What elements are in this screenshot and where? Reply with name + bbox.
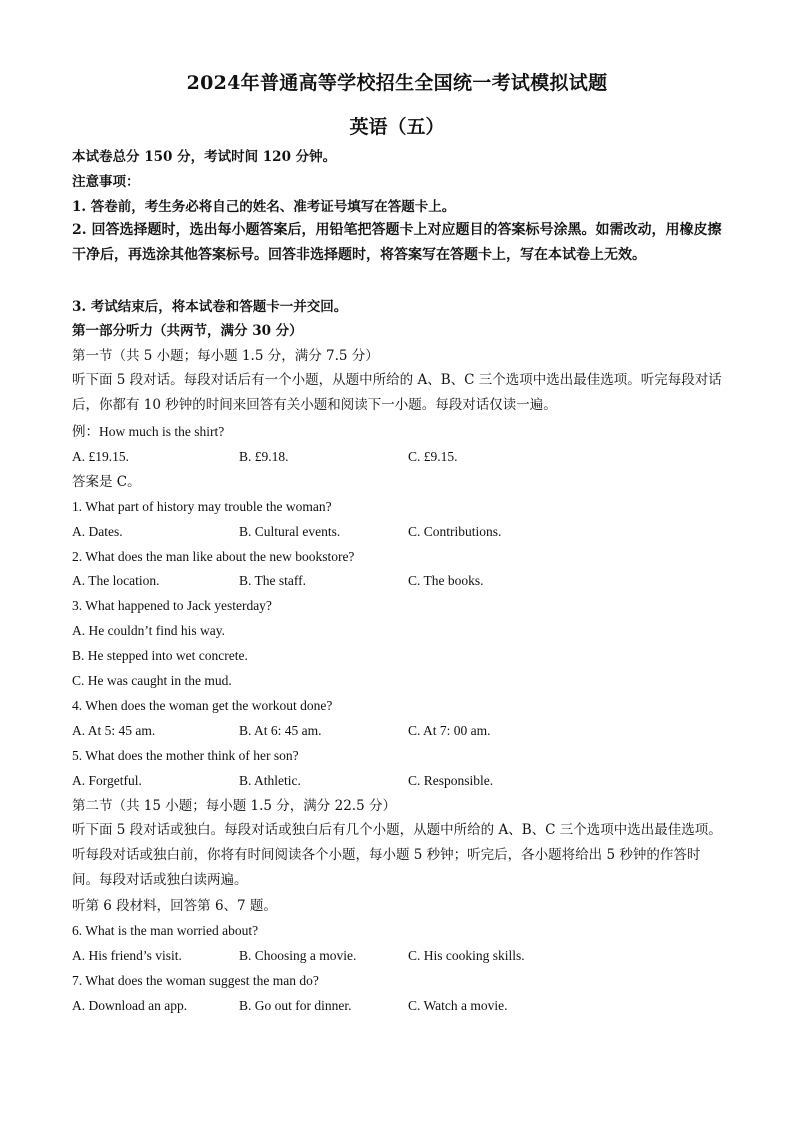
example-question: 例：How much is the shirt? (72, 424, 225, 439)
question-7-options (72, 997, 722, 1015)
question-2: 2. What does the man like about the new bookstore? (72, 549, 355, 564)
option-b: B. £9.18. (239, 449, 289, 464)
option-a: A. At 5: 45 am. (72, 723, 156, 738)
question-5-options (72, 772, 722, 790)
part1-heading: 第一部分听力（共两节，满分 30 分） (72, 323, 303, 339)
option-b: B. At 6: 45 am. (239, 723, 322, 738)
question-1-options (72, 523, 722, 541)
question-3: 3. What happened to Jack yesterday? (72, 598, 272, 613)
question-3-option-b: B. He stepped into wet concrete. (72, 648, 248, 663)
option-a: A. Forgetful. (72, 773, 142, 788)
material-6-note: 听第 6 段材料，回答第 6、7 题。 (72, 898, 277, 914)
option-a: A. The location. (72, 573, 160, 588)
question-3-option-c: C. He was caught in the mud. (72, 673, 232, 688)
question-4: 4. When does the woman get the workout done? (72, 698, 333, 713)
exam-total-note: 本试卷总分 150 分，考试时间 120 分钟。 (72, 149, 337, 165)
notice-item-2: 2. 回答选择题时，选出每小题答案后，用铅笔把答题卡上对应题目的答案标号涂黑。如需改动，用橡皮擦干净后，再选涂其他答案标号。回答非选择题时，将答案写在答题卡上，写在本试卷上无效。 (72, 222, 722, 263)
option-b: B. Choosing a movie. (239, 948, 357, 963)
option-c: C. The books. (408, 573, 484, 588)
example-options (72, 448, 722, 466)
option-c: C. His cooking skills. (408, 948, 525, 963)
option-c: C. Watch a movie. (408, 998, 508, 1013)
option-b: B. Go out for dinner. (239, 998, 352, 1013)
question-4-options (72, 722, 722, 740)
section1-instructions: 听下面 5 段对话。每段对话后有一个小题，从题中所给的 A、B、C 三个选项中选出最佳选项。听完每段对话后，你都有 10 秒钟的时间来回答有关小题和阅读下一小题。每段对话仅读一遍。 (72, 372, 722, 413)
section1-heading: 第一节（共 5 小题；每小题 1.5 分，满分 7.5 分） (72, 348, 379, 364)
option-a: A. Dates. (72, 524, 123, 539)
option-a: A. His friend’s visit. (72, 948, 182, 963)
option-b: B. Athletic. (239, 773, 301, 788)
question-6-options (72, 947, 722, 965)
option-a: A. Download an app. (72, 998, 188, 1013)
notice-heading: 注意事项： (72, 174, 140, 190)
section2-heading: 第二节（共 15 小题；每小题 1.5 分，满分 22.5 分） (72, 798, 396, 814)
option-a: A. £19.15. (72, 449, 129, 464)
exam-subtitle: 英语（五） (349, 116, 445, 138)
option-b: B. The staff. (239, 573, 306, 588)
question-6: 6. What is the man worried about? (72, 923, 259, 938)
section2-instructions: 听下面 5 段对话或独白。每段对话或独白后有几个小题，从题中所给的 A、B、C 三个选项中选出最佳选项。听每段对话或独白前，你将有时间阅读各个小题，每小题 5 秒钟；听完后，各小题将给出 5 秒钟的作答时间。每段对话或独白读两遍。 (72, 822, 722, 888)
question-7: 7. What does the woman suggest the man do? (72, 973, 319, 988)
exam-title: 2024年普通高等学校招生全国统一考试模拟试题 (186, 72, 608, 94)
example-answer: 答案是 C。 (72, 474, 141, 490)
option-b: B. Cultural events. (239, 524, 341, 539)
option-c: C. £9.15. (408, 449, 458, 464)
option-c: C. Contributions. (408, 524, 502, 539)
question-3-option-a: A. He couldn’t find his way. (72, 623, 225, 638)
option-c: C. At 7: 00 am. (408, 723, 491, 738)
question-1: 1. What part of history may trouble the woman? (72, 499, 332, 514)
question-5: 5. What does the mother think of her son? (72, 748, 299, 763)
notice-item-1: 1. 答卷前，考生务必将自己的姓名、准考证号填写在答题卡上。 (72, 199, 456, 215)
option-c: C. Responsible. (408, 773, 494, 788)
question-2-options (72, 572, 722, 590)
notice-item-3: 3. 考试结束后，将本试卷和答题卡一并交回。 (72, 299, 348, 315)
